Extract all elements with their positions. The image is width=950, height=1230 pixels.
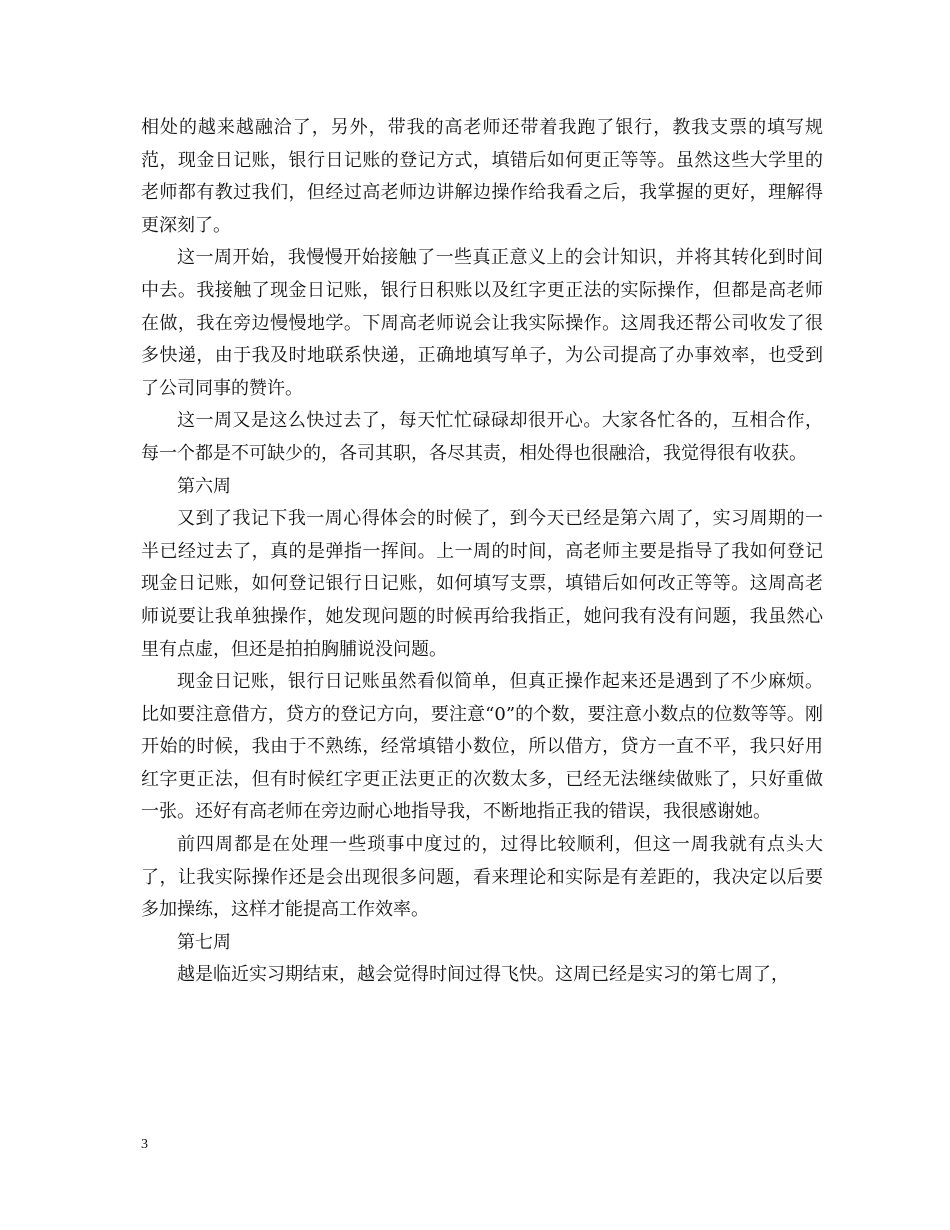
paragraph-3: 这一周又是这么快过去了，每天忙忙碌碌却很开心。大家各忙各的，互相合作，每一个都是不可缺少的，各司其职，各尽其责，相处得也很融洽，我觉得很有收获。 bbox=[141, 410, 823, 464]
section-heading-week-7: 第七周 bbox=[177, 931, 231, 953]
page-number: 3 bbox=[141, 1137, 148, 1152]
section-heading-week-6: 第六周 bbox=[177, 475, 231, 497]
paragraph-7: 越是临近实习期结束，越会觉得时间过得飞快。这周已经是实习的第七周了， bbox=[177, 964, 789, 986]
paragraph-1: 相处的越来越融洽了，另外，带我的高老师还带着我跑了银行，教我支票的填写规范，现金日记账，银行日记账的登记方式，填错后如何更正等等。虽然这些大学里的老师都有教过我们，但经过高老师边讲解边操作给我看之后，我掌握的更好，理解得更深刻了。 bbox=[141, 117, 823, 236]
paragraph-4: 又到了我记下我一周心得体会的时候了，到今天已经是第六周了，实习周期的一半已经过去了，真的是弹指一挥间。上一周的时间，高老师主要是指导了我如何登记现金日记账，如何登记银行日记账，如何填写支票，填错后如何改正等等。这周高老师说要让我单独操作，她发现问题的时候再给我指正，她问我有没有问题，我虽然心里有点虚，但还是拍拍胸脯说没问题。 bbox=[141, 508, 823, 660]
paragraph-6: 前四周都是在处理一些琐事中度过的，过得比较顺利，但这一周我就有点头大了，让我实际操作还是会出现很多问题，看来理论和实际是有差距的，我决定以后要多加操练，这样才能提高工作效率。 bbox=[141, 834, 823, 921]
document-body bbox=[141, 112, 823, 992]
paragraph-5: 现金日记账，银行日记账虽然看似简单，但真正操作起来还是遇到了不少麻烦。比如要注意借方，贷方的登记方向，要注意“0”的个数，要注意小数点的位数等等。刚开始的时候，我由于不熟练，经常填错小数位，所以借方，贷方一直不平，我只好用红字更正法，但有时候红字更正法更正的次数太多，已经无法继续做账了，只好重做一张。还好有高老师在旁边耐心地指导我，不断地指正我的错误，我很感谢她。 bbox=[141, 671, 823, 823]
paragraph-2: 这一周开始，我慢慢开始接触了一些真正意义上的会计知识，并将其转化到时间中去。我接触了现金日记账，银行日积账以及红字更正法的实际操作，但都是高老师在做，我在旁边慢慢地学。下周高老师说会让我实际操作。这周我还帮公司收发了很多快递，由于我及时地联系快递，正确地填写单子，为公司提高了办事效率，也受到了公司同事的赞许。 bbox=[141, 247, 823, 399]
